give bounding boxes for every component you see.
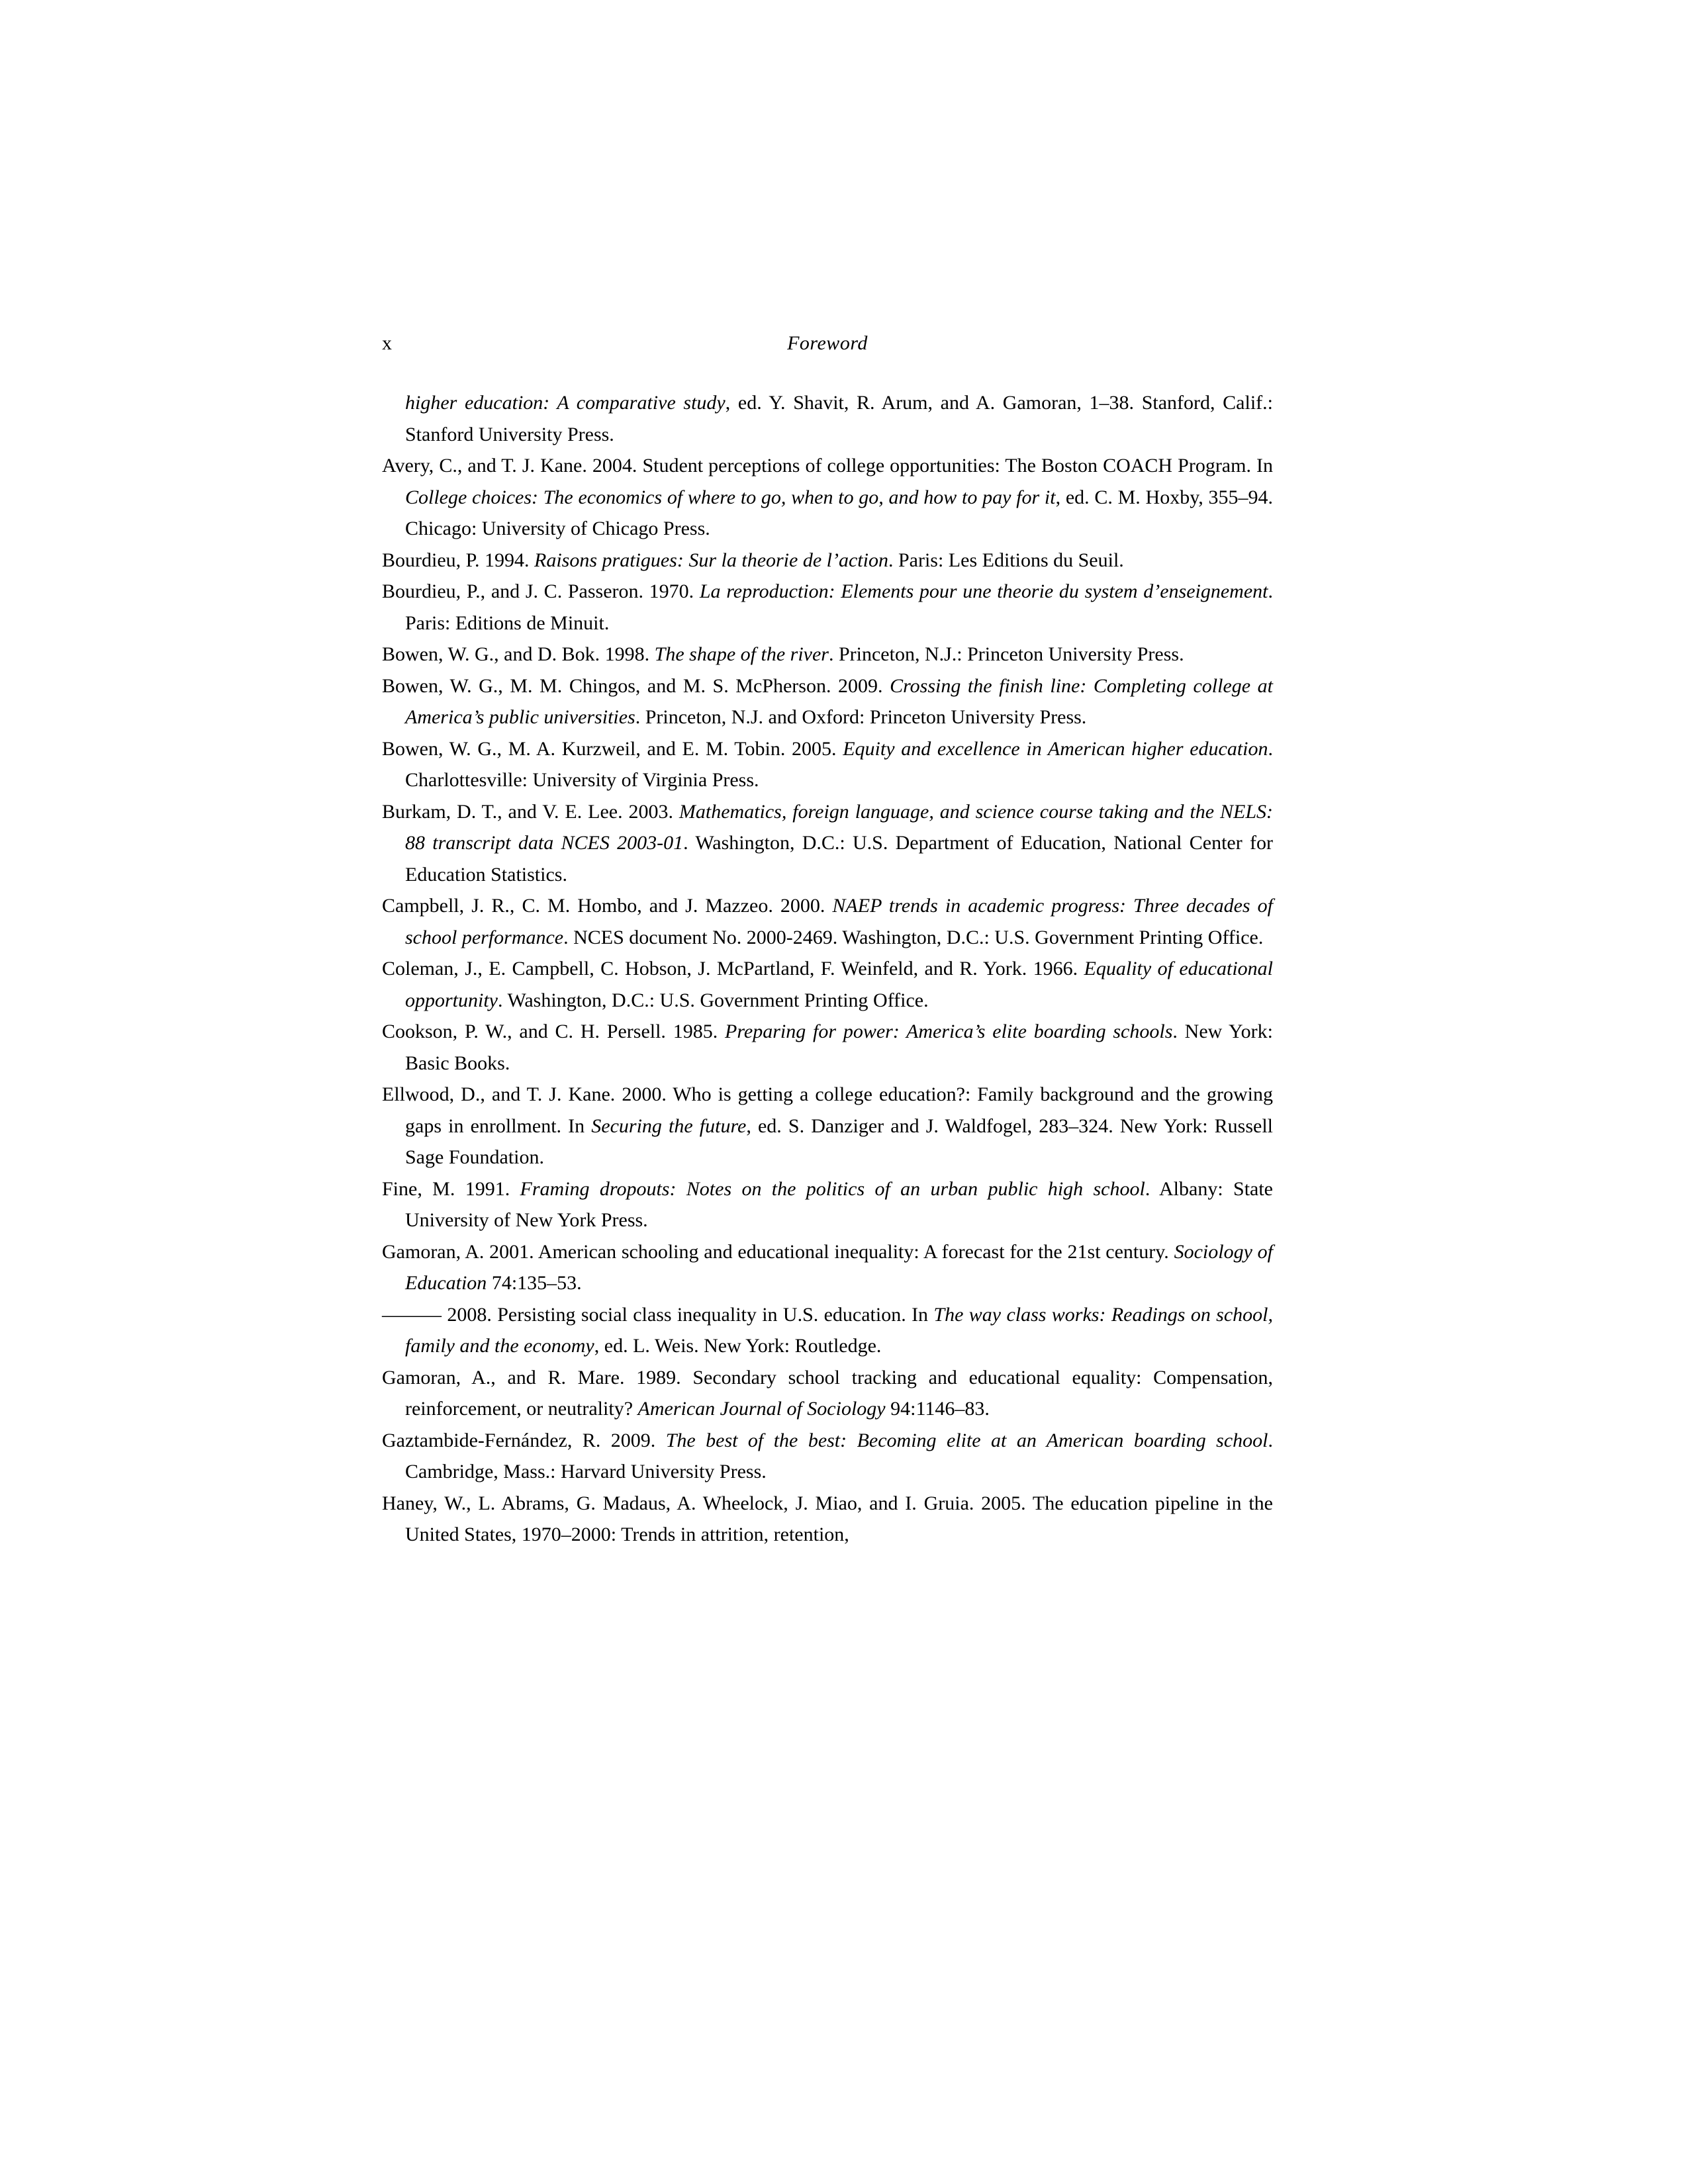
reference-text-segment: . Charlottesville: University of Virginia Press.: [405, 737, 1273, 791]
reference-entry: [382, 953, 1273, 1016]
reference-text-segment: . Paris: Editions de Minuit.: [405, 580, 1273, 634]
reference-text-segment: . Albany: State University of New York Press.: [405, 1177, 1273, 1231]
reference-text-segment: , ed. L. Weis. New York: Routledge.: [594, 1335, 882, 1357]
reference-text-segment: . Cambridge, Mass.: Harvard University Press.: [405, 1429, 1273, 1482]
reference-entry: [382, 450, 1273, 545]
reference-entry: [382, 1362, 1273, 1425]
reference-title-segment: Framing dropouts: Notes on the politics of an urban public high school: [520, 1177, 1145, 1200]
reference-text-segment: Ellwood, D., and T. J. Kane. 2000. Who is getting a college education?: Family background and the growing gaps in enrollment. In: [382, 1083, 1273, 1137]
reference-title-segment: College choices: The economics of where to go, when to go, and how to pay for it: [405, 486, 1056, 508]
reference-entry: [382, 545, 1273, 576]
reference-text-segment: Gamoran, A. 2001. American schooling and educational inequality: A forecast for the 21st century.: [382, 1240, 1174, 1263]
reference-title-segment: Mathematics, foreign language, and science course taking and the NELS: 88 transcript data NCES 2003-01: [405, 800, 1273, 854]
reference-text-segment: Haney, W., L. Abrams, G. Madaus, A. Wheelock, J. Miao, and I. Gruia. 2005. The education pipeline in the United States, 1970–2000: Trends in attrition, retention,: [382, 1492, 1273, 1545]
reference-text-segment: , ed. S. Danziger and J. Waldfogel, 283–324. New York: Russell Sage Foundation.: [405, 1115, 1273, 1168]
reference-entry: [382, 796, 1273, 891]
reference-entry: [382, 639, 1273, 670]
reference-title-segment: The way class works: Readings on school, family and the economy: [405, 1303, 1273, 1357]
reference-text-segment: . Paris: Les Editions du Seuil.: [888, 549, 1124, 571]
reference-title-segment: Equality of educational opportunity: [405, 958, 1273, 1011]
reference-title-segment: Preparing for power: America’s elite boarding schools: [725, 1021, 1173, 1042]
reference-entry: [382, 1173, 1273, 1236]
reference-text-segment: Gaztambide-Fernández, R. 2009.: [382, 1429, 666, 1451]
reference-text-segment: . Princeton, N.J. and Oxford: Princeton University Press.: [635, 706, 1087, 728]
reference-text-segment: . Washington, D.C.: U.S. Government Printing Office.: [498, 989, 929, 1011]
reference-entry: [382, 387, 1273, 450]
reference-entry: [382, 1236, 1273, 1299]
reference-text-segment: Gamoran, A., and R. Mare. 1989. Secondary school tracking and educational equality: Compensation, reinforcement, or neutrality?: [382, 1366, 1273, 1420]
reference-entry: [382, 733, 1273, 796]
reference-text-segment: Bowen, W. G., M. A. Kurzweil, and E. M. Tobin. 2005.: [382, 737, 843, 760]
reference-text-segment: Bowen, W. G., M. M. Chingos, and M. S. McPherson. 2009.: [382, 674, 890, 697]
reference-text-segment: , ed. Y. Shavit, R. Arum, and A. Gamoran, 1–38. Stanford, Calif.: Stanford University Press.: [405, 392, 1273, 445]
reference-title-segment: The shape of the river: [654, 643, 829, 665]
reference-entry: [382, 1079, 1273, 1173]
reference-text-segment: Coleman, J., E. Campbell, C. Hobson, J. McPartland, F. Weinfeld, and R. York. 1966.: [382, 958, 1084, 979]
reference-text-segment: . New York: Basic Books.: [405, 1021, 1273, 1074]
reference-text-segment: Bourdieu, P., and J. C. Passeron. 1970.: [382, 580, 700, 602]
reference-title-segment: American Journal of Sociology: [637, 1398, 886, 1420]
reference-text-segment: . NCES document No. 2000-2469. Washington, D.C.: U.S. Government Printing Office.: [563, 926, 1264, 948]
reference-text-segment: Cookson, P. W., and C. H. Persell. 1985.: [382, 1021, 726, 1042]
reference-title-segment: higher education: A comparative study: [405, 392, 726, 414]
reference-title-segment: Sociology of Education: [405, 1240, 1274, 1294]
reference-title-segment: Crossing the finish line: Completing college at America’s public universities: [405, 674, 1273, 728]
reference-title-segment: Securing the future: [591, 1115, 747, 1137]
reference-entry: [382, 576, 1273, 639]
running-head: Foreword: [787, 332, 868, 354]
reference-text-segment: . Princeton, N.J.: Princeton University Press.: [828, 643, 1184, 665]
reference-text-segment: Fine, M. 1991.: [382, 1177, 520, 1200]
reference-text-segment: . Washington, D.C.: U.S. Department of Education, National Center for Education Statistics.: [405, 832, 1273, 886]
reference-entry: [382, 670, 1273, 733]
references-list: [382, 387, 1273, 1551]
reference-entry: [382, 890, 1273, 953]
reference-text-segment: , ed. C. M. Hoxby, 355–94. Chicago: University of Chicago Press.: [405, 486, 1274, 539]
reference-text-segment: 74:135–53.: [487, 1272, 582, 1294]
reference-title-segment: NAEP trends in academic progress: Three decades of school performance: [405, 895, 1273, 948]
reference-entry: [382, 1488, 1273, 1551]
reference-text-segment: Avery, C., and T. J. Kane. 2004. Student perceptions of college opportunities: The Boston COACH Program. In: [382, 455, 1273, 477]
reference-entry: [382, 1016, 1273, 1079]
page-header: [382, 332, 1273, 358]
reference-entry: [382, 1425, 1273, 1488]
reference-title-segment: The best of the best: Becoming elite at an American boarding school: [665, 1429, 1268, 1451]
reference-text-segment: Burkam, D. T., and V. E. Lee. 2003.: [382, 800, 679, 823]
reference-text-segment: 94:1146–83.: [885, 1398, 990, 1420]
reference-title-segment: La reproduction: Elements pour une theorie du system d’enseignement: [699, 580, 1268, 602]
reference-title-segment: Raisons pratigues: Sur la theorie de l’action: [534, 549, 888, 571]
reference-text-segment: Bourdieu, P. 1994.: [382, 549, 535, 571]
reference-entry: [382, 1299, 1273, 1362]
reference-text-segment: Bowen, W. G., and D. Bok. 1998.: [382, 643, 655, 665]
reference-text-segment: ——— 2008. Persisting social class inequality in U.S. education. In: [382, 1303, 934, 1326]
page-number: x: [382, 332, 392, 354]
reference-title-segment: Equity and excellence in American higher education: [843, 737, 1268, 760]
reference-text-segment: Campbell, J. R., C. M. Hombo, and J. Mazzeo. 2000.: [382, 895, 833, 917]
